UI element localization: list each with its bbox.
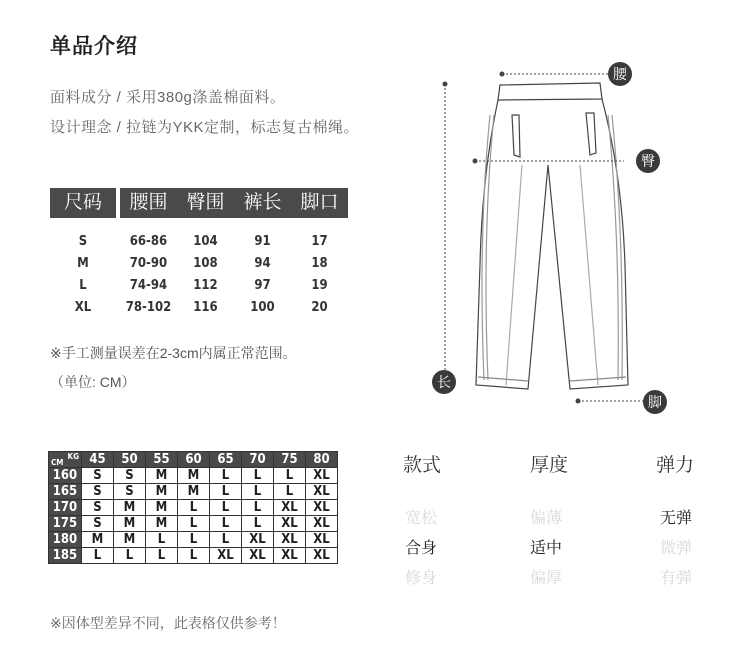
grid-row <box>49 516 338 532</box>
fabric-description: 面料成分 / 采用380g涤盖棉面料。 <box>50 89 286 106</box>
grid-cell: S <box>82 500 114 516</box>
size-cell: 70-90 <box>129 256 168 271</box>
grid-cell: XL <box>306 516 338 532</box>
grid-cell: XL <box>306 548 338 564</box>
grid-cell: L <box>178 516 210 532</box>
grid-cell: L <box>210 484 242 500</box>
weight-header: 50 <box>114 452 146 468</box>
size-header-waist: 腰围 <box>129 192 168 213</box>
hem-label: 脚 <box>643 390 667 414</box>
weight-header: 80 <box>306 452 338 468</box>
height-weight-grid <box>48 451 338 564</box>
size-cell: L <box>79 278 87 293</box>
grid-cell: S <box>114 468 146 484</box>
grid-cell: L <box>274 484 306 500</box>
grid-cell: XL <box>210 548 242 564</box>
grid-cell: S <box>114 484 146 500</box>
grid-cell: M <box>146 484 178 500</box>
grid-cell: L <box>178 532 210 548</box>
grid-row <box>49 468 338 484</box>
grid-cell: L <box>82 548 114 564</box>
grid-cell: L <box>242 484 274 500</box>
size-cell: 100 <box>250 300 275 315</box>
attr-option: 宽松 <box>405 510 438 527</box>
size-cell: 104 <box>193 234 218 249</box>
size-cell: 19 <box>311 278 328 293</box>
attr-title-thickness: 厚度 <box>530 455 569 476</box>
grid-cell: M <box>146 516 178 532</box>
grid-cell: M <box>82 532 114 548</box>
size-cell: 17 <box>311 234 328 249</box>
size-header-length: 裤长 <box>243 192 282 213</box>
grid-corner <box>49 452 82 468</box>
design-description: 设计理念 / 拉链为YKK定制，标志复古棉绳。 <box>50 119 360 136</box>
grid-cell: L <box>242 516 274 532</box>
size-header-size: 尺码 <box>50 188 116 218</box>
grid-row <box>49 500 338 516</box>
grid-cell: S <box>82 468 114 484</box>
weight-header: 75 <box>274 452 306 468</box>
unit-note: （单位: CM） <box>50 374 136 390</box>
height-header: 185 <box>49 548 82 564</box>
size-header-hip: 臀围 <box>186 192 225 213</box>
size-cell: 74-94 <box>129 278 168 293</box>
attr-option: 合身 <box>405 540 438 557</box>
grid-header-row <box>49 452 338 468</box>
height-header: 165 <box>49 484 82 500</box>
size-row <box>50 234 348 252</box>
grid-cell: XL <box>274 500 306 516</box>
grid-cell: L <box>146 548 178 564</box>
grid-cell: M <box>146 468 178 484</box>
attr-option: 偏薄 <box>530 510 563 527</box>
grid-cell: M <box>178 484 210 500</box>
attr-option: 有弹 <box>660 570 693 587</box>
size-cell: 91 <box>254 234 271 249</box>
weight-header: 70 <box>242 452 274 468</box>
grid-row <box>49 484 338 500</box>
page-title: 单品介绍 <box>50 35 138 58</box>
grid-cell: L <box>210 500 242 516</box>
grid-cell: L <box>242 500 274 516</box>
attr-option: 无弹 <box>660 510 693 527</box>
corner-cm: CM <box>51 458 64 467</box>
grid-cell: XL <box>306 500 338 516</box>
size-table-header <box>50 188 348 218</box>
weight-header: 65 <box>210 452 242 468</box>
size-cell: 112 <box>193 278 218 293</box>
grid-cell: M <box>114 532 146 548</box>
grid-row <box>49 548 338 564</box>
size-cell: 108 <box>193 256 218 271</box>
grid-cell: L <box>274 468 306 484</box>
size-header-hem: 脚口 <box>300 192 339 213</box>
size-cell: 20 <box>311 300 328 315</box>
attr-title-style: 款式 <box>403 455 442 476</box>
grid-cell: XL <box>242 548 274 564</box>
attr-option: 微弹 <box>660 540 693 557</box>
grid-cell: L <box>210 468 242 484</box>
size-row <box>50 278 348 296</box>
grid-cell: XL <box>306 532 338 548</box>
size-cell: 94 <box>254 256 271 271</box>
length-label: 长 <box>432 370 456 394</box>
waist-label: 腰 <box>608 62 632 86</box>
size-cell: 97 <box>254 278 271 293</box>
attr-title-elasticity: 弹力 <box>656 455 695 476</box>
grid-cell: M <box>114 500 146 516</box>
pants-diagram <box>420 55 680 420</box>
size-cell: 66-86 <box>129 234 168 249</box>
attr-option: 适中 <box>530 540 563 557</box>
attr-option: 偏厚 <box>530 570 563 587</box>
grid-cell: XL <box>242 532 274 548</box>
height-header: 160 <box>49 468 82 484</box>
height-header: 170 <box>49 500 82 516</box>
grid-cell: L <box>210 532 242 548</box>
grid-cell: L <box>178 500 210 516</box>
grid-cell: XL <box>274 532 306 548</box>
grid-cell: L <box>114 548 146 564</box>
grid-cell: M <box>146 500 178 516</box>
size-row <box>50 256 348 274</box>
right-pocket <box>586 113 596 155</box>
measurement-note: ※手工测量误差在2-3cm内属正常范围。 <box>50 345 297 361</box>
grid-cell: L <box>210 516 242 532</box>
grid-cell: S <box>82 516 114 532</box>
waistband-outline <box>498 83 602 100</box>
size-row <box>50 300 348 318</box>
grid-row <box>49 532 338 548</box>
attr-option: 修身 <box>405 570 438 587</box>
size-cell: M <box>77 256 89 271</box>
pants-outline <box>476 99 628 389</box>
grid-cell: S <box>82 484 114 500</box>
height-header: 175 <box>49 516 82 532</box>
size-cell: 78-102 <box>125 300 172 315</box>
hip-label: 臀 <box>636 149 660 173</box>
grid-cell: XL <box>306 468 338 484</box>
grid-cell: L <box>146 532 178 548</box>
size-cell: XL <box>74 300 92 315</box>
grid-cell: XL <box>306 484 338 500</box>
grid-cell: XL <box>274 516 306 532</box>
attr-options-style <box>405 505 437 595</box>
footnote: ※因体型差异不同，此表格仅供参考！ <box>50 615 286 631</box>
grid-cell: M <box>114 516 146 532</box>
weight-header: 45 <box>82 452 114 468</box>
corner-kg: KG <box>67 452 79 461</box>
size-cell: 116 <box>193 300 218 315</box>
attr-options-thickness <box>530 505 562 595</box>
grid-cell: M <box>178 468 210 484</box>
grid-cell: L <box>178 548 210 564</box>
weight-header: 55 <box>146 452 178 468</box>
left-pocket <box>512 115 520 157</box>
attr-options-elasticity <box>660 505 692 595</box>
size-cell: S <box>78 234 88 249</box>
height-header: 180 <box>49 532 82 548</box>
grid-cell: L <box>242 468 274 484</box>
grid-cell: XL <box>274 548 306 564</box>
weight-header: 60 <box>178 452 210 468</box>
size-cell: 18 <box>311 256 328 271</box>
